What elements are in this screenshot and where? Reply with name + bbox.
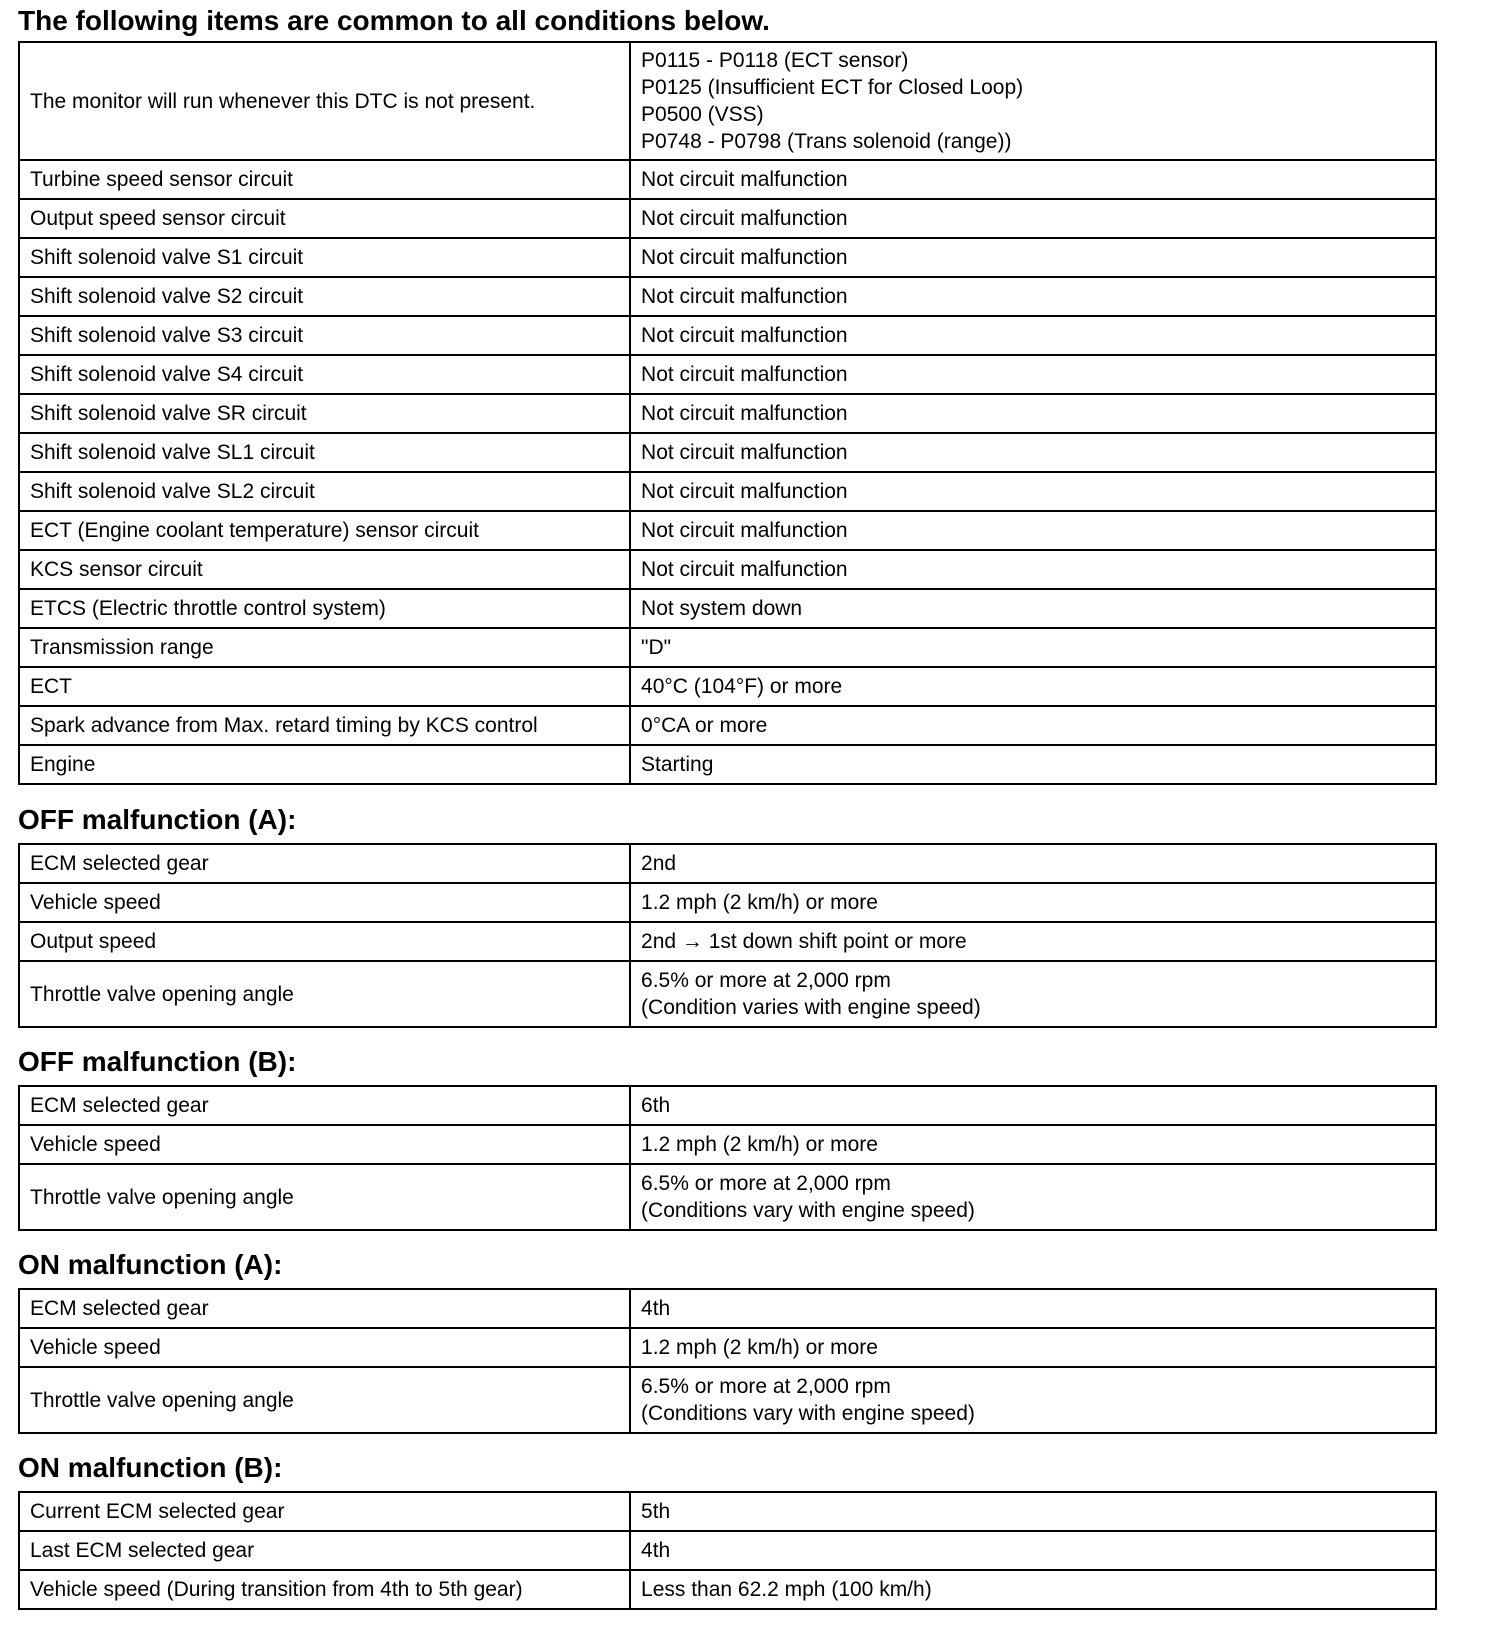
condition-item: Shift solenoid valve S1 circuit [19,238,630,277]
section-title-common: The following items are common to all conditions below. [18,5,770,36]
condition-item: Throttle valve opening angle [19,961,630,1027]
common-conditions-table [18,41,1437,785]
table-row [19,961,1436,1027]
condition-value: Not circuit malfunction [630,394,1436,433]
condition-item: Throttle valve opening angle [19,1164,630,1230]
condition-item: ECM selected gear [19,1086,630,1125]
table-row [19,355,1436,394]
condition-value: 4th [630,1289,1436,1328]
table-row [19,199,1436,238]
table-row [19,277,1436,316]
condition-value: 6th [630,1086,1436,1125]
condition-item: Vehicle speed [19,1328,630,1367]
condition-value: Not circuit malfunction [630,433,1436,472]
condition-item: Engine [19,745,630,784]
condition-value: Not system down [630,589,1436,628]
table-row [19,883,1436,922]
condition-item: Shift solenoid valve S2 circuit [19,277,630,316]
condition-item: Shift solenoid valve S3 circuit [19,316,630,355]
condition-value: 2nd [630,844,1436,883]
condition-item: Throttle valve opening angle [19,1367,630,1433]
table-row [19,628,1436,667]
condition-value: Not circuit malfunction [630,511,1436,550]
condition-value: Not circuit malfunction [630,316,1436,355]
condition-item: ECM selected gear [19,1289,630,1328]
condition-value: Not circuit malfunction [630,160,1436,199]
condition-item: Shift solenoid valve SL1 circuit [19,433,630,472]
dtc-line: P0500 (VSS) [641,103,764,126]
condition-value: Not circuit malfunction [630,199,1436,238]
condition-item: ECT [19,667,630,706]
condition-item: ECM selected gear [19,844,630,883]
condition-value: 1.2 mph (2 km/h) or more [630,883,1436,922]
condition-item: Output speed sensor circuit [19,199,630,238]
table-row [19,238,1436,277]
condition-item: KCS sensor circuit [19,550,630,589]
table-row [19,42,1436,160]
table-row [19,745,1436,784]
table-row [19,706,1436,745]
value-line: (Conditions vary with engine speed) [641,1199,975,1222]
condition-value [630,961,1436,1027]
table-row [19,160,1436,199]
dtc-line: P0125 (Insufficient ECT for Closed Loop) [641,76,1024,99]
table-row [19,667,1436,706]
value-line: 6.5% or more at 2,000 rpm [641,1375,891,1398]
condition-item: ETCS (Electric throttle control system) [19,589,630,628]
condition-value: Not circuit malfunction [630,550,1436,589]
condition-value: Not circuit malfunction [630,472,1436,511]
value-line: 6.5% or more at 2,000 rpm [641,1172,891,1195]
condition-item: Last ECM selected gear [19,1531,630,1570]
table-row [19,1328,1436,1367]
condition-value [630,42,1436,160]
condition-item: Turbine speed sensor circuit [19,160,630,199]
table-row [19,1570,1436,1609]
table-row [19,589,1436,628]
condition-value: Not circuit malfunction [630,355,1436,394]
table-row [19,316,1436,355]
condition-value: 0°CA or more [630,706,1436,745]
table-row [19,1492,1436,1531]
table-row [19,844,1436,883]
condition-item: Transmission range [19,628,630,667]
condition-value: Not circuit malfunction [630,238,1436,277]
condition-item: ECT (Engine coolant temperature) sensor circuit [19,511,630,550]
table-row [19,394,1436,433]
condition-item: Shift solenoid valve S4 circuit [19,355,630,394]
table-row [19,1367,1436,1433]
dtc-line: P0748 - P0798 (Trans solenoid (range)) [641,130,1012,153]
table-row [19,433,1436,472]
value-line: (Conditions vary with engine speed) [641,1402,975,1425]
condition-value: Starting [630,745,1436,784]
condition-item: Shift solenoid valve SL2 circuit [19,472,630,511]
value-line: (Condition varies with engine speed) [641,996,981,1019]
condition-value: Less than 62.2 mph (100 km/h) [630,1570,1436,1609]
section-title-on-a: ON malfunction (A): [18,1249,283,1280]
table-row [19,1531,1436,1570]
condition-value: 5th [630,1492,1436,1531]
on-malfunction-a-table [18,1288,1437,1434]
dtc-line: P0115 - P0118 (ECT sensor) [641,49,909,72]
table-row [19,550,1436,589]
condition-value [630,1164,1436,1230]
section-title-on-b: ON malfunction (B): [18,1452,283,1483]
table-row [19,511,1436,550]
condition-item: Spark advance from Max. retard timing by KCS control [19,706,630,745]
condition-value: 1.2 mph (2 km/h) or more [630,1125,1436,1164]
table-row [19,1289,1436,1328]
off-malfunction-b-table [18,1085,1437,1231]
condition-item: The monitor will run whenever this DTC is not present. [19,42,630,160]
condition-item: Shift solenoid valve SR circuit [19,394,630,433]
off-malfunction-a-table [18,843,1437,1028]
condition-item: Current ECM selected gear [19,1492,630,1531]
on-malfunction-b-table [18,1491,1437,1610]
condition-value: 1.2 mph (2 km/h) or more [630,1328,1436,1367]
condition-item: Vehicle speed [19,883,630,922]
value-line: 6.5% or more at 2,000 rpm [641,969,891,992]
table-row [19,1086,1436,1125]
table-row [19,922,1436,961]
condition-item: Output speed [19,922,630,961]
condition-value: 2nd → 1st down shift point or more [630,922,1436,961]
condition-value: "D" [630,628,1436,667]
condition-value: Not circuit malfunction [630,277,1436,316]
condition-value: 4th [630,1531,1436,1570]
condition-item: Vehicle speed [19,1125,630,1164]
table-row [19,472,1436,511]
condition-value: 40°C (104°F) or more [630,667,1436,706]
section-title-off-b: OFF malfunction (B): [18,1046,297,1077]
table-row [19,1125,1436,1164]
condition-item: Vehicle speed (During transition from 4th to 5th gear) [19,1570,630,1609]
section-title-off-a: OFF malfunction (A): [18,804,297,835]
condition-value [630,1367,1436,1433]
table-row [19,1164,1436,1230]
